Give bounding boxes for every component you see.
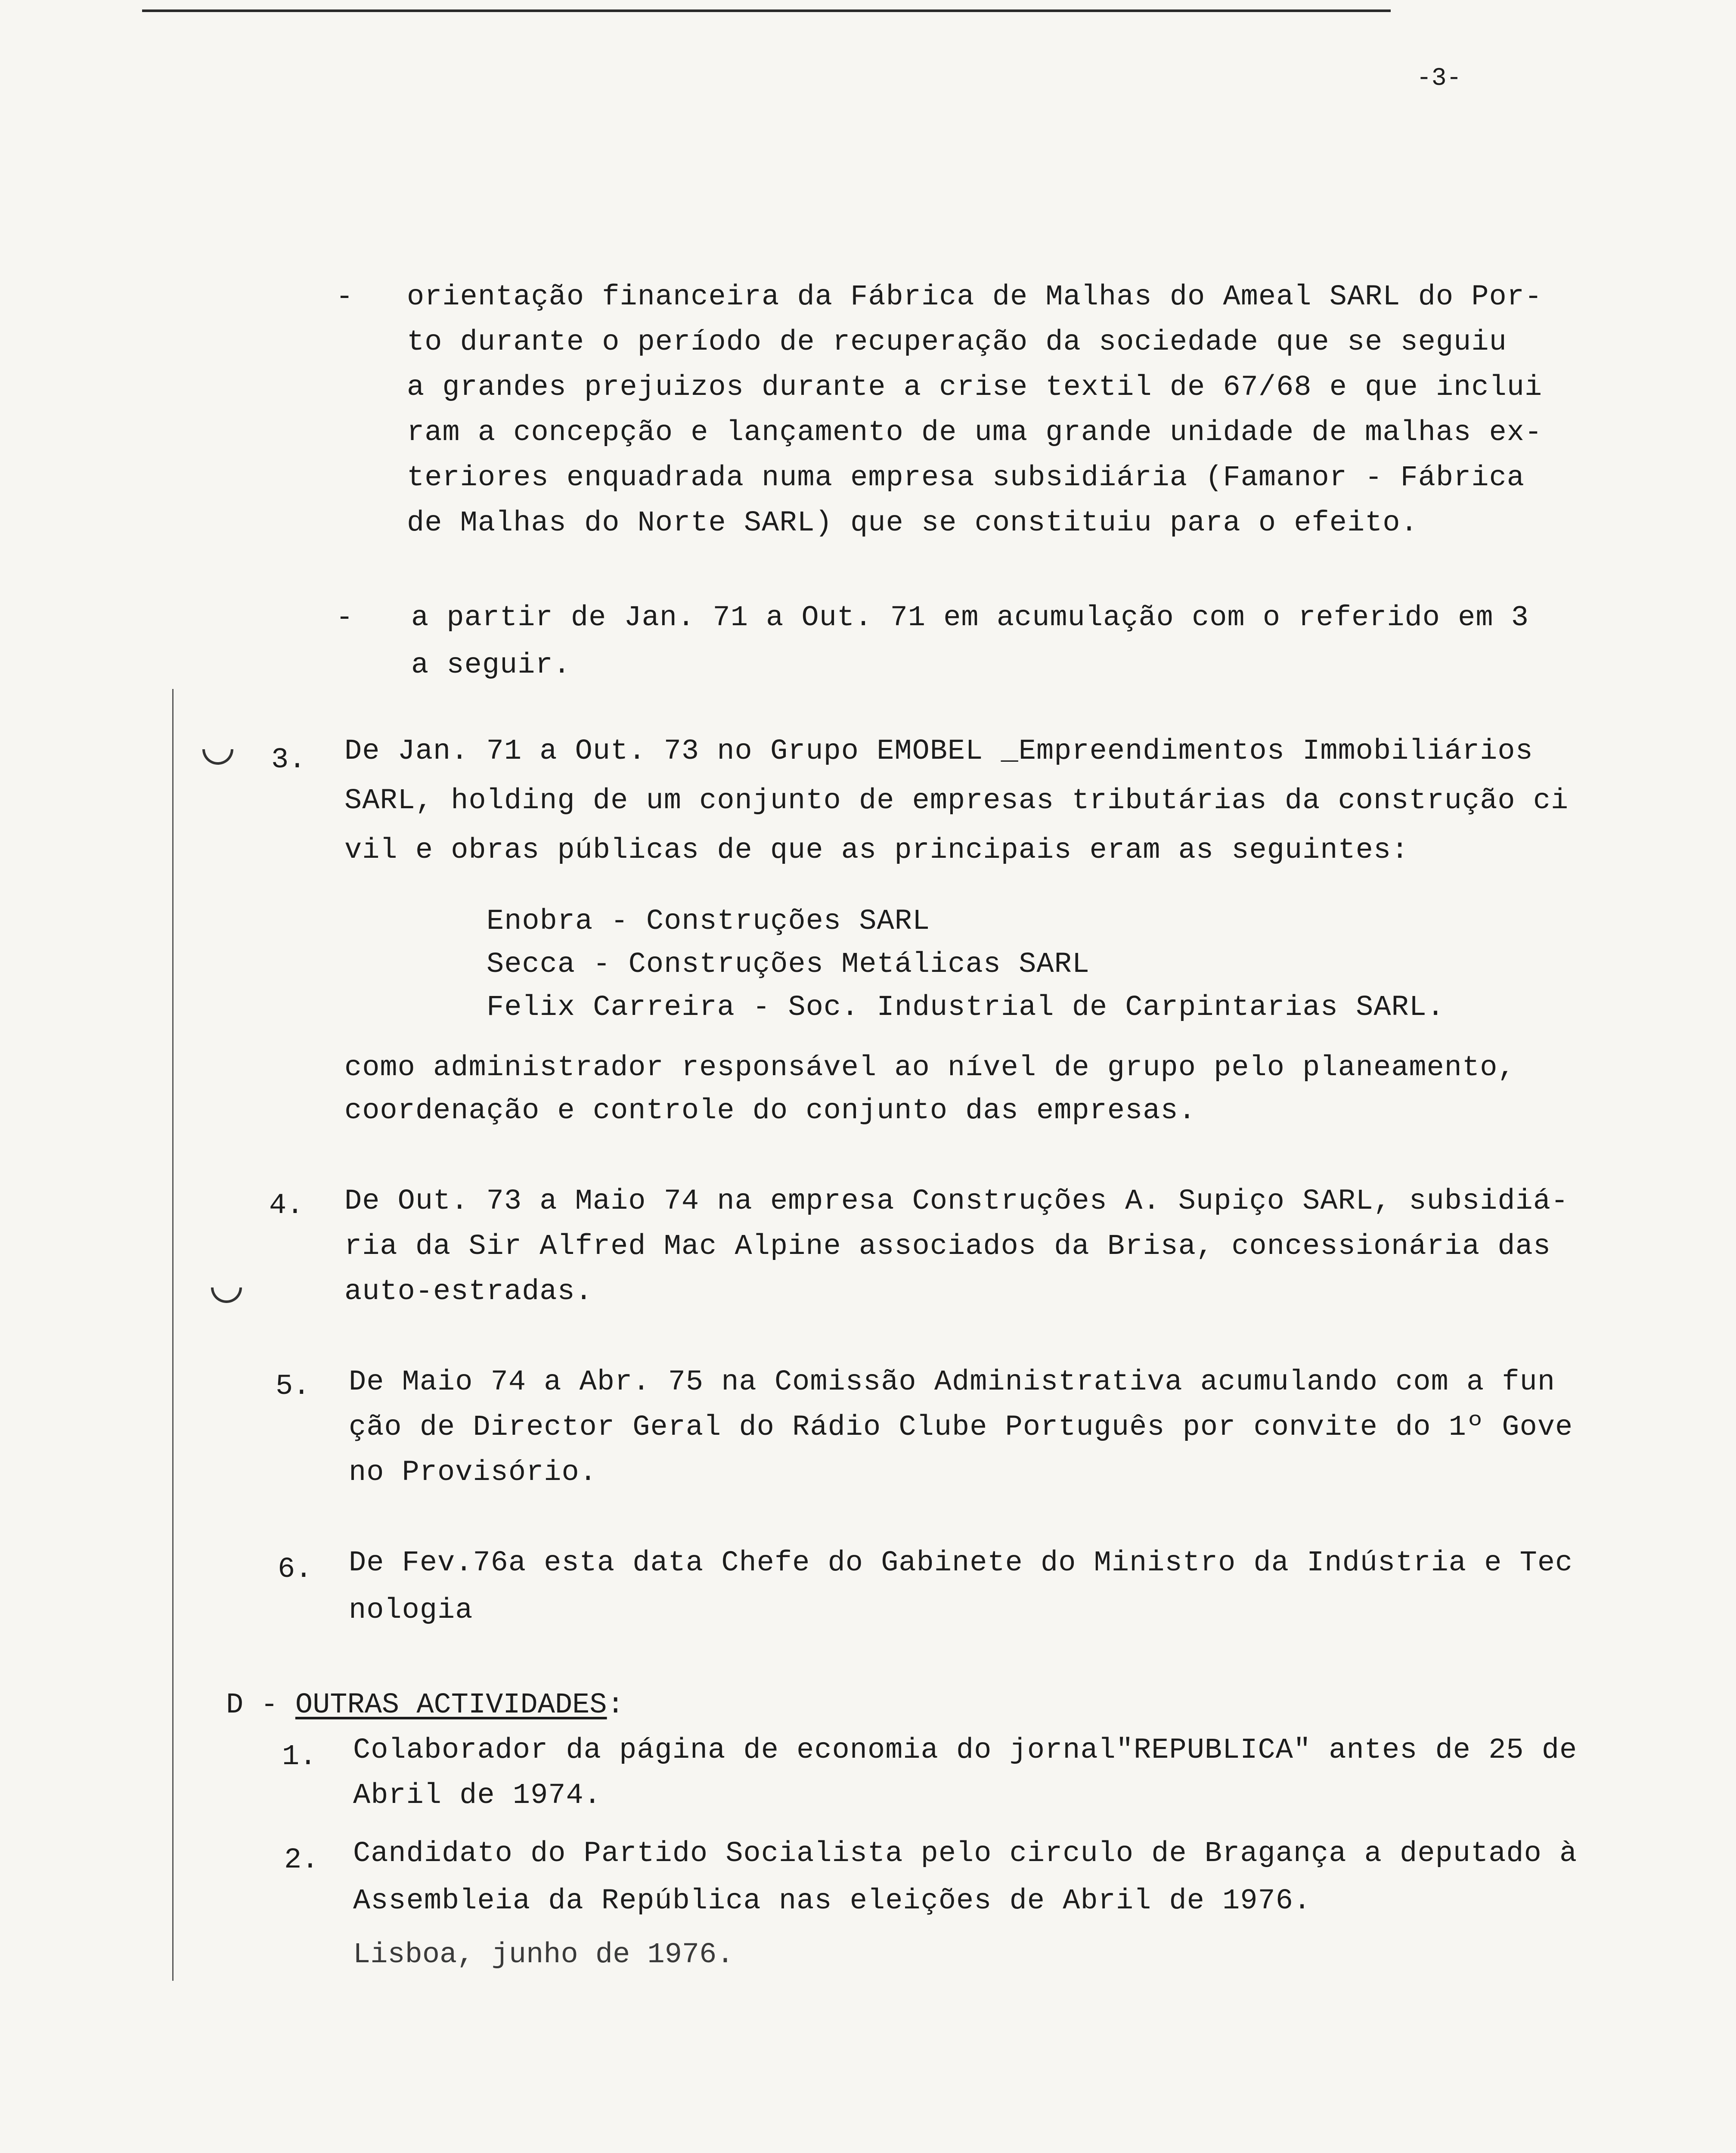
text-line: coordenação e controle do conjunto das empresas.: [344, 1095, 1196, 1127]
text-line: De Fev.76a esta data Chefe do Gabinete do Ministro da Indústria e Tec: [349, 1547, 1573, 1579]
item-number: 1.: [282, 1740, 317, 1773]
bullet-dash: -: [336, 602, 353, 634]
item-number: 3.: [271, 744, 306, 776]
text-line: to durante o período de recuperação da sociedade que se seguiu: [407, 326, 1507, 359]
margin-rule: [172, 689, 174, 1981]
section-letter: D: [226, 1689, 244, 1722]
place-and-date: Lisboa, junho de 1976.: [353, 1939, 734, 1971]
handwritten-check-mark: [211, 1287, 242, 1303]
text-line: ção de Director Geral do Rádio Clube Português por convite do 1º Gove: [349, 1411, 1573, 1444]
text-line: a partir de Jan. 71 a Out. 71 em acumulação com o referido em 3: [411, 602, 1529, 634]
text-line: De Jan. 71 a Out. 73 no Grupo EMOBEL _Empreendimentos Immobiliários: [344, 735, 1533, 768]
section-dash: -: [260, 1689, 278, 1722]
text-line: Abril de 1974.: [353, 1779, 601, 1812]
section-title: OUTRAS ACTIVIDADES: [295, 1689, 607, 1722]
item-number: 2.: [284, 1844, 319, 1877]
item-number: 6.: [278, 1553, 313, 1586]
top-rule: [142, 9, 1391, 12]
page-number: -3-: [1417, 65, 1462, 93]
text-line: teriores enquadrada numa empresa subsidiária (Famanor - Fábrica: [407, 462, 1525, 494]
text-line: auto-estradas.: [344, 1275, 593, 1308]
bullet-dash: -: [336, 281, 353, 313]
item-number: 4.: [269, 1189, 304, 1222]
text-line: Colaborador da página de economia do jornal"REPUBLICA" antes de 25 de: [353, 1734, 1578, 1767]
section-heading: [226, 1684, 624, 1727]
company-line: Enobra - Construções SARL: [487, 905, 930, 938]
text-line: nologia: [349, 1594, 473, 1627]
text-line: a grandes prejuizos durante a crise textil de 67/68 e que inclui: [407, 371, 1543, 404]
company-line: Felix Carreira - Soc. Industrial de Carpintarias SARL.: [487, 991, 1445, 1024]
text-line: orientação financeira da Fábrica de Malhas do Ameal SARL do Por-: [407, 281, 1543, 313]
text-line: SARL, holding de um conjunto de empresas tributárias da construção ci: [344, 785, 1569, 817]
text-line: de Malhas do Norte SARL) que se constituiu para o efeito.: [407, 507, 1418, 540]
text-line: De Out. 73 a Maio 74 na empresa Construções A. Supiço SARL, subsidiá-: [344, 1185, 1569, 1218]
handwritten-check-mark: [202, 749, 233, 765]
text-line: ram a concepção e lançamento de uma grande unidade de malhas ex-: [407, 416, 1543, 449]
text-line: Candidato do Partido Socialista pelo circulo de Bragança a deputado à: [353, 1837, 1578, 1870]
text-line: Assembleia da República nas eleições de Abril de 1976.: [353, 1885, 1311, 1917]
text-line: vil e obras públicas de que as principais eram as seguintes:: [344, 834, 1409, 867]
section-colon: :: [607, 1689, 624, 1722]
text-line: ria da Sir Alfred Mac Alpine associados da Brisa, concessionária das: [344, 1230, 1551, 1263]
text-line: a seguir.: [411, 649, 571, 682]
text-line: como administrador responsável ao nível de grupo pelo planeamento,: [344, 1052, 1516, 1084]
text-line: no Provisório.: [349, 1456, 597, 1489]
item-number: 5.: [276, 1370, 310, 1403]
company-line: Secca - Construções Metálicas SARL: [487, 948, 1090, 981]
text-line: De Maio 74 a Abr. 75 na Comissão Administrativa acumulando com a fun: [349, 1366, 1556, 1399]
